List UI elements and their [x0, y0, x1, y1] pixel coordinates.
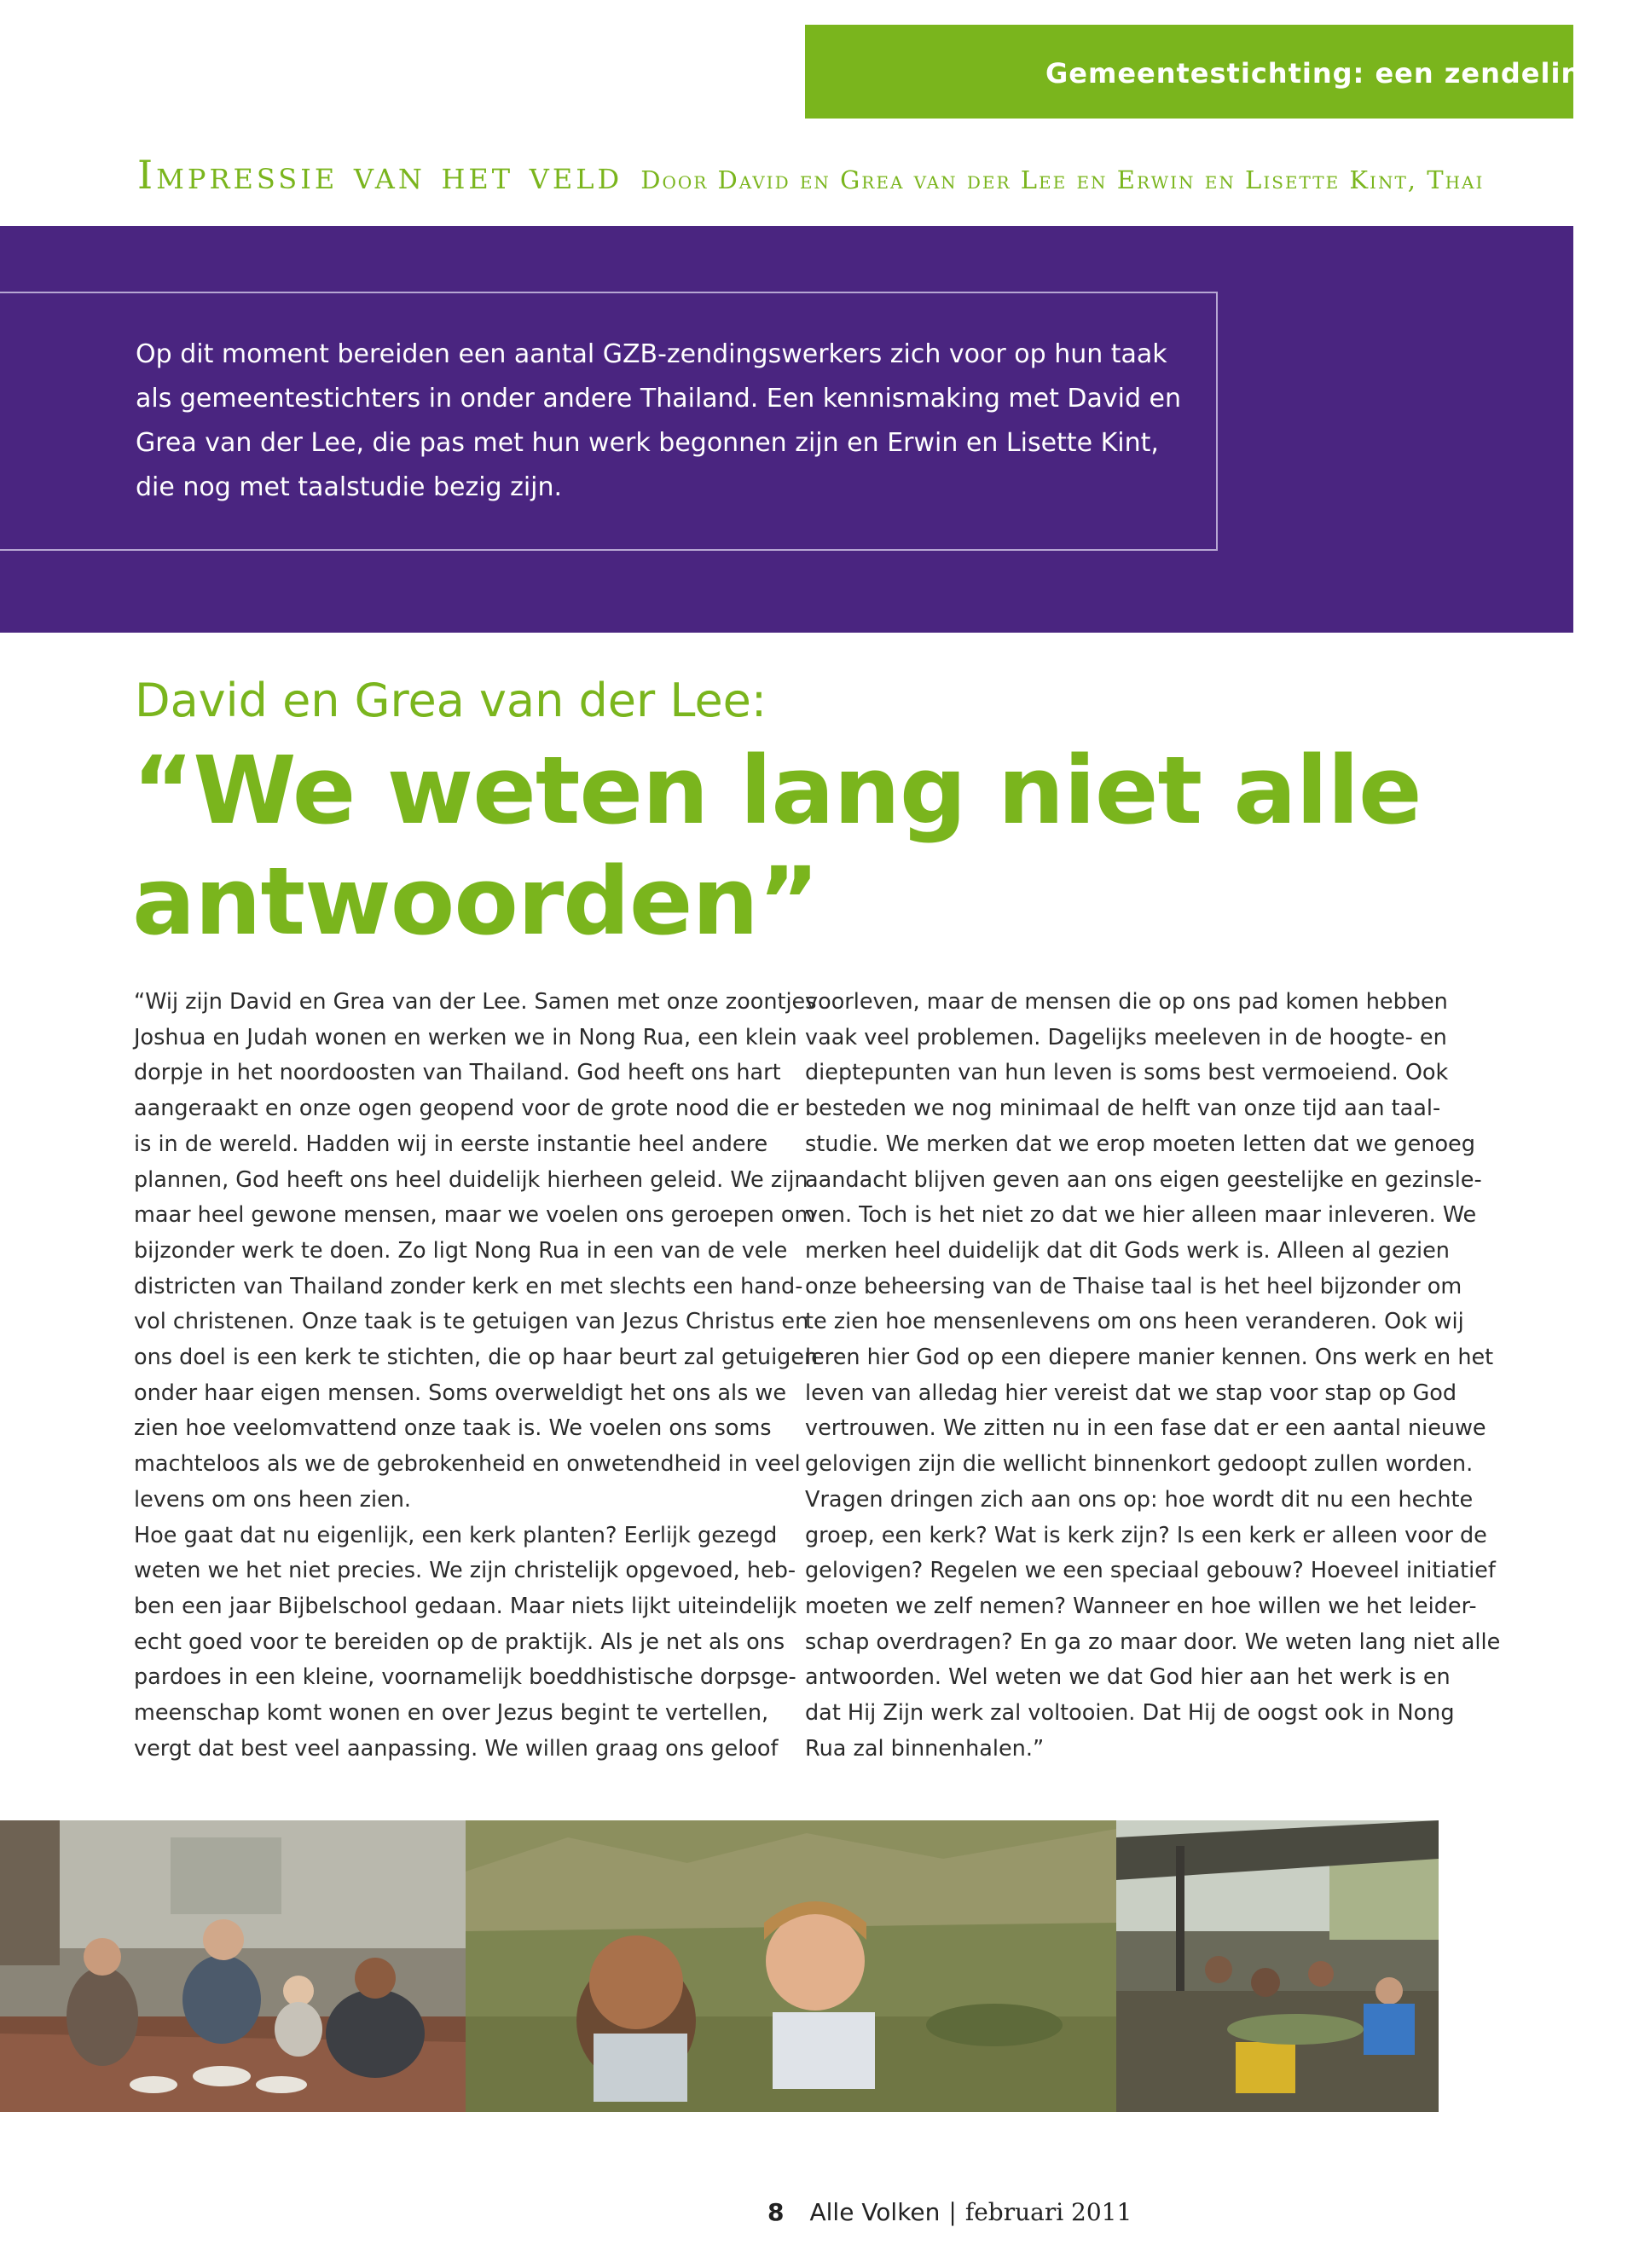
body-line: machteloos als we de gebrokenheid en onwetendheid in veel: [134, 1451, 801, 1478]
intro-box: [0, 292, 1218, 551]
body-line: aandacht blijven geven aan ons eigen geestelijke en gezinsle-: [805, 1166, 1482, 1193]
title-line: antwoorden”: [132, 847, 820, 956]
body-line: is in de wereld. Hadden wij in eerste instantie heel andere: [134, 1131, 768, 1157]
body-line: schap overdragen? En ga zo maar door. We weten lang niet alle: [805, 1629, 1501, 1655]
intro-band: [0, 226, 1573, 633]
body-line: vergt dat best veel aanpassing. We willen graag ons geloof: [134, 1735, 779, 1762]
body-line: vol christenen. Onze taak is te getuigen van Jezus Christus en: [134, 1309, 809, 1335]
article-title: [132, 735, 1422, 957]
children-in-grass-photo: [466, 1820, 1116, 2112]
body-line: voorleven, maar de mensen die op ons pad komen hebben: [805, 989, 1448, 1015]
section-title: Impressie van het veld: [137, 152, 623, 198]
publication-name: Alle Volken: [809, 2198, 941, 2226]
body-line: vertrouwen. We zitten nu in een fase dat er een aantal nieuwe: [805, 1415, 1486, 1442]
body-line: dorpje in het noordoosten van Thailand. God heeft ons hart: [134, 1060, 781, 1086]
page-footer: [767, 2198, 1132, 2226]
body-line: “Wij zijn David en Grea van der Lee. Samen met onze zoontjes: [134, 989, 817, 1015]
body-line: levens om ons heen zien.: [134, 1486, 412, 1513]
body-line: bijzonder werk te doen. Zo ligt Nong Rua in een van de vele: [134, 1237, 788, 1264]
body-line: Hoe gaat dat nu eigenlijk, een kerk planten? Eerlijk gezegd: [134, 1522, 778, 1548]
body-line: weten we het niet precies. We zijn christelijk opgevoed, heb-: [134, 1558, 796, 1584]
body-line: leren hier God op een diepere manier kennen. Ons werk en het: [805, 1345, 1494, 1371]
body-line: pardoes in een kleine, voornamelijk boeddhistische dorpsge-: [134, 1664, 796, 1691]
footer-separator: |: [948, 2198, 957, 2226]
body-line: besteden we nog minimaal de helft van onze tijd aan taal-: [805, 1096, 1441, 1122]
body-line: Rua zal binnenhalen.”: [805, 1735, 1045, 1762]
body-line: gelovigen zijn die wellicht binnenkort gedoopt zullen worden.: [805, 1451, 1474, 1478]
body-line: zien hoe veelomvattend onze taak is. We voelen ons soms: [134, 1415, 772, 1442]
body-line: Joshua en Judah wonen en werken we in Nong Rua, een klein: [134, 1024, 797, 1050]
body-line: merken heel duidelijk dat dit Gods werk is. Alleen al gezien: [805, 1237, 1450, 1264]
body-line: ben een jaar Bijbelschool gedaan. Maar niets lijkt uiteindelijk: [134, 1593, 797, 1619]
body-line: gelovigen? Regelen we een speciaal gebouw? Hoeveel initiatief: [805, 1558, 1496, 1584]
intro-line: Op dit moment bereiden een aantal GZB-zendingswerkers zich voor op hun taak: [136, 339, 1167, 369]
article-subheading: David en Grea van der Lee:: [135, 674, 767, 727]
body-line: dat Hij Zijn werk zal voltooien. Dat Hij de oogst ook in Nong: [805, 1700, 1455, 1727]
body-line: studie. We merken dat we erop moeten letten dat we genoeg: [805, 1131, 1475, 1157]
body-line: dieptepunten van hun leven is soms best vermoeiend. Ook: [805, 1060, 1449, 1086]
body-column-left: [134, 985, 819, 1767]
section-tab: [805, 25, 1639, 119]
family-meal-photo: [0, 1820, 466, 2112]
body-line: moeten we zelf nemen? Wanneer en hoe willen we het leider-: [805, 1593, 1477, 1619]
body-line: ven. Toch is het niet zo dat we hier alleen maar inleveren. We: [805, 1202, 1477, 1229]
body-line: Vragen dringen zich aan ons op: hoe wordt dit nu een hechte: [805, 1486, 1474, 1513]
body-line: onze beheersing van de Thaise taal is het heel bijzonder om: [805, 1273, 1462, 1299]
body-line: echt goed voor te bereiden op de praktijk. Als je net als ons: [134, 1629, 785, 1655]
body-line: maar heel gewone mensen, maar we voelen ons geroepen om: [134, 1202, 816, 1229]
body-line: antwoorden. Wel weten we dat God hier aan het werk is en: [805, 1664, 1451, 1691]
intro-line: Grea van der Lee, die pas met hun werk begonnen zijn en Erwin en Lisette Kint,: [136, 428, 1159, 458]
body-line: aangeraakt en onze ogen geopend voor de grote nood die er: [134, 1096, 799, 1122]
intro-text: [136, 333, 1193, 510]
body-line: te zien hoe mensenlevens om ons heen veranderen. Ook wij: [805, 1309, 1464, 1335]
body-line: vaak veel problemen. Dagelijks meeleven in de hoogte- en: [805, 1024, 1447, 1050]
group-meal-photo: [1116, 1820, 1439, 2112]
byline: Door David en Grea van der Lee en Erwin en Lisette Kint, Thai: [640, 165, 1485, 194]
issue-date: februari 2011: [964, 2198, 1132, 2226]
body-line: onder haar eigen mensen. Soms overweldigt het ons als we: [134, 1380, 787, 1406]
page-number: 8: [767, 2198, 785, 2226]
body-line: districten van Thailand zonder kerk en met slechts een hand-: [134, 1273, 803, 1299]
article-heading: [137, 152, 1573, 203]
body-column-right: [805, 985, 1501, 1767]
intro-line: als gemeentestichters in onder andere Thailand. Een kennismaking met David en: [136, 384, 1182, 414]
title-line: “We weten lang niet alle: [132, 736, 1422, 845]
intro-line: die nog met taalstudie bezig zijn.: [136, 472, 563, 502]
body-line: groep, een kerk? Wat is kerk zijn? Is een kerk er alleen voor de: [805, 1522, 1487, 1548]
body-line: meenschap komt wonen en over Jezus begint te vertellen,: [134, 1700, 769, 1727]
body-line: leven van alledag hier vereist dat we stap voor stap op God: [805, 1380, 1457, 1406]
body-line: plannen, God heeft ons heel duidelijk hierheen geleid. We zijn: [134, 1166, 808, 1193]
body-line: ons doel is een kerk te stichten, die op haar beurt zal getuigen: [134, 1345, 819, 1371]
section-tab-label: Gemeentestichting: een zendeling is: [1045, 57, 1639, 90]
